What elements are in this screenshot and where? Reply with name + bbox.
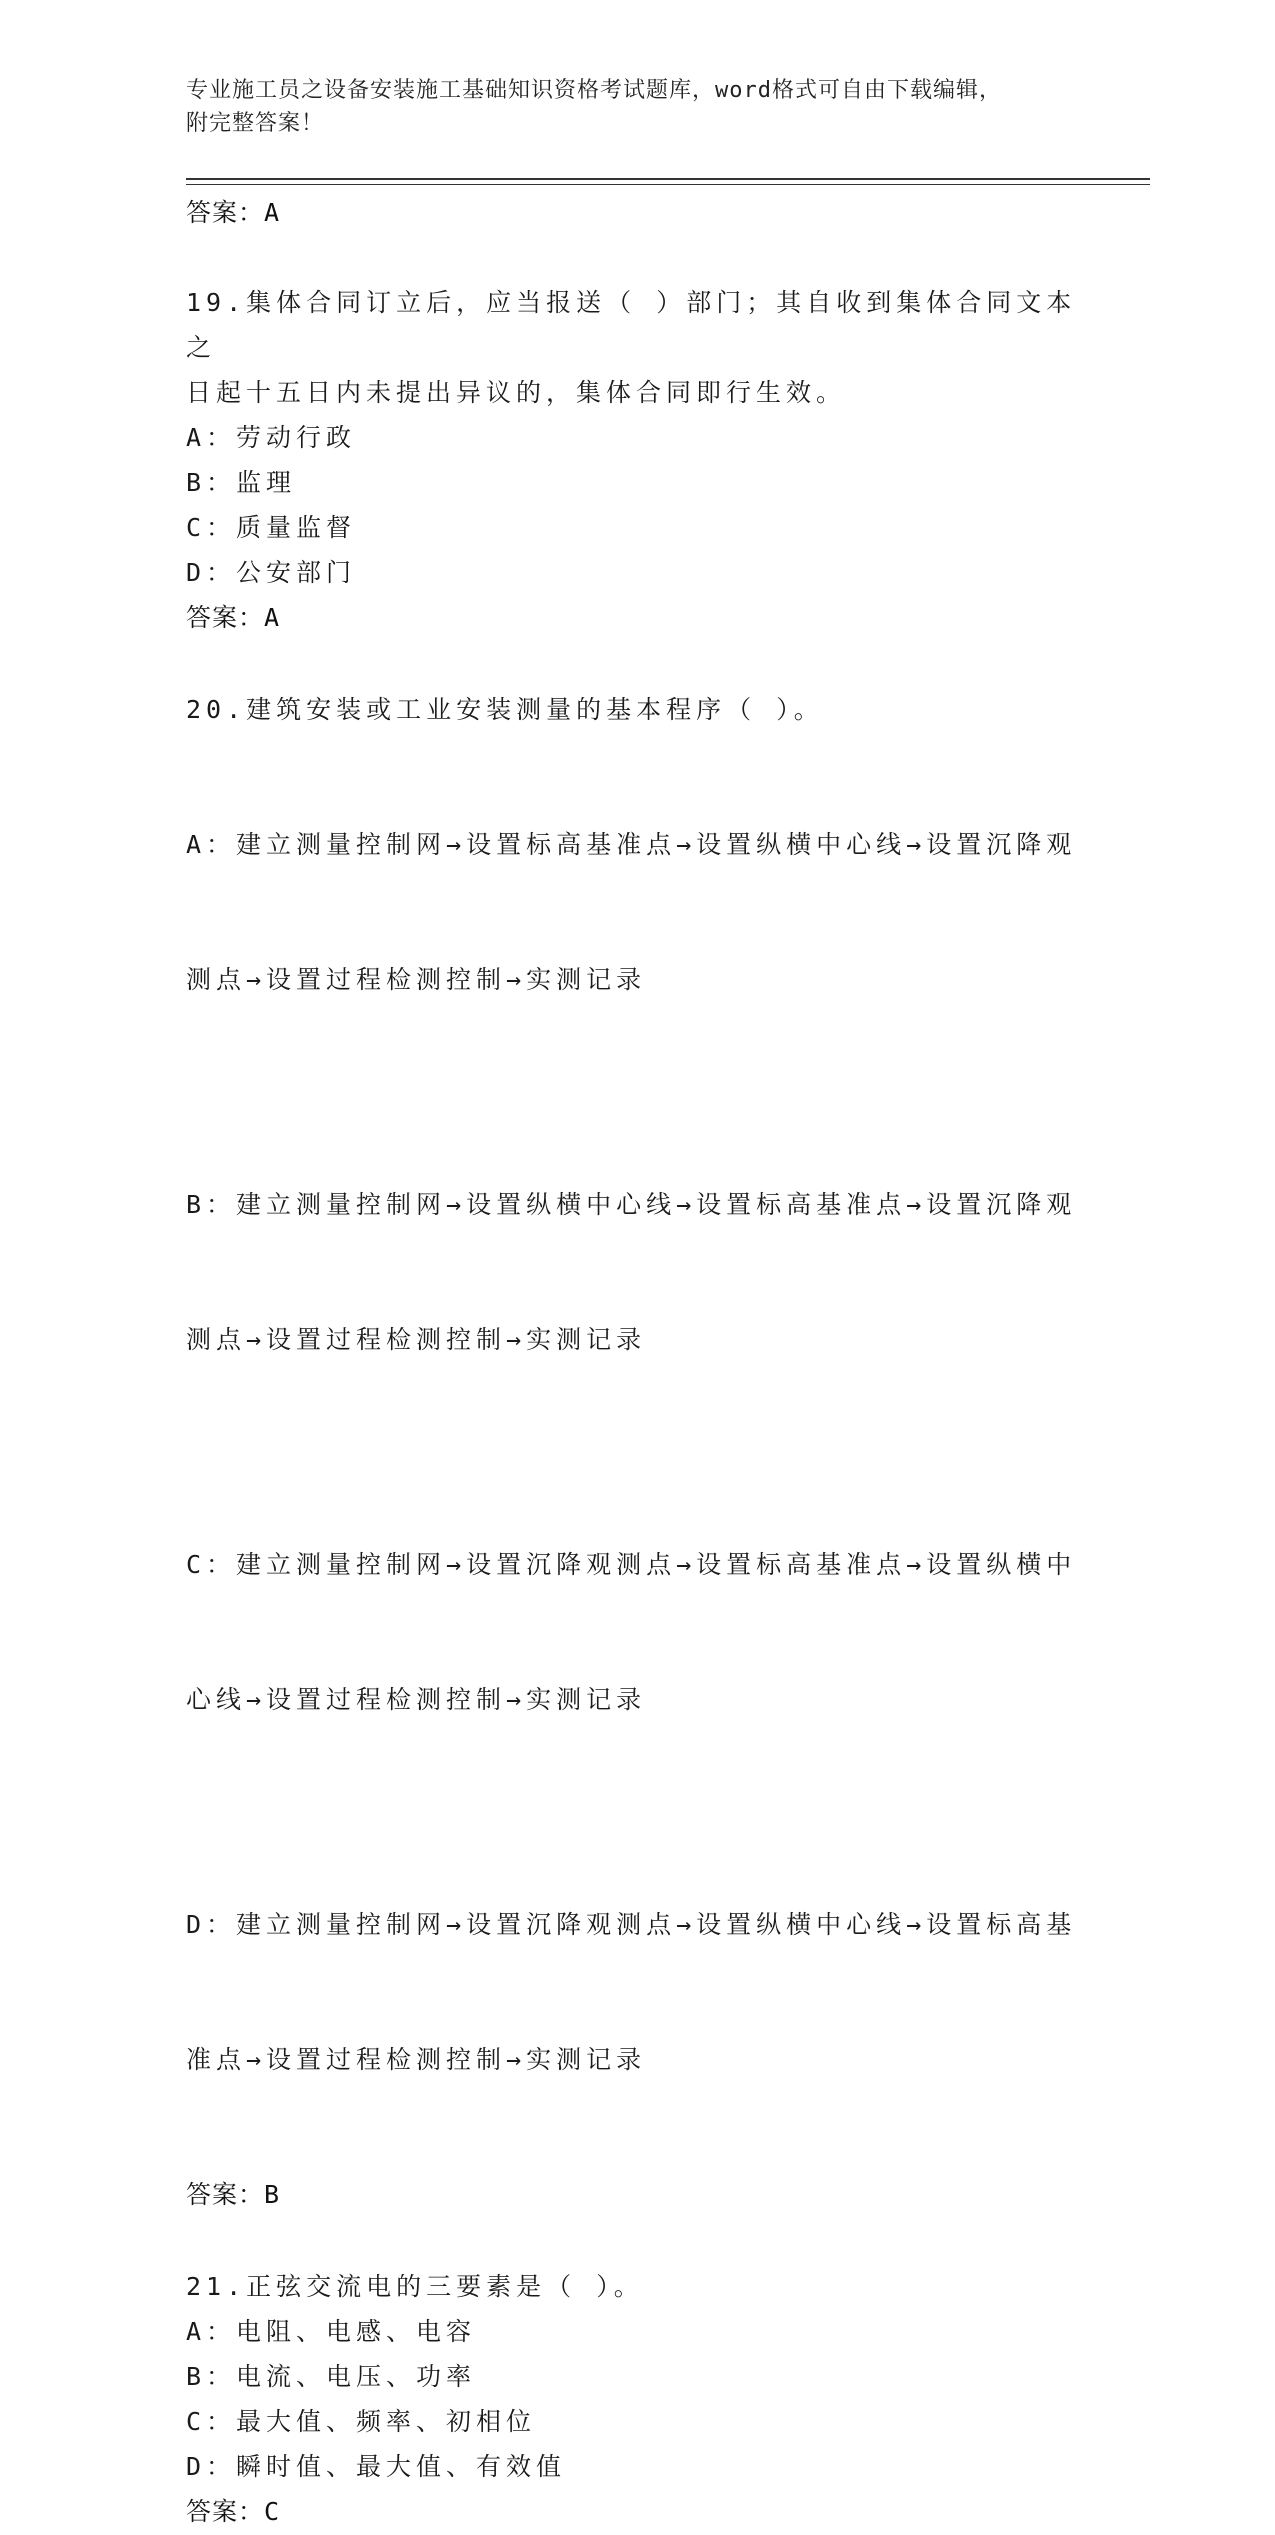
option-text: D：公安部门 xyxy=(186,558,357,587)
document-header xyxy=(186,74,1086,140)
option-b xyxy=(186,2354,1086,2399)
answer: 答案：A xyxy=(186,603,281,632)
option-b xyxy=(186,460,1086,505)
option-c xyxy=(186,505,1086,550)
header-title-line-2: 附完整答案！ xyxy=(186,111,325,136)
option-text-line: 测点→设置过程检测控制→实测记录 xyxy=(186,965,647,994)
option-b xyxy=(186,1092,1086,1452)
option-text: A：电阻、电感、电容 xyxy=(186,2317,477,2346)
header-divider xyxy=(186,178,1150,185)
option-c xyxy=(186,2399,1086,2444)
option-text-line: A：建立测量控制网→设置标高基准点→设置纵横中心线→设置沉降观 xyxy=(186,830,1077,859)
question-21 xyxy=(186,2264,1086,2535)
option-text-line: B：建立测量控制网→设置纵横中心线→设置标高基准点→设置沉降观 xyxy=(186,1190,1077,1219)
question-list xyxy=(186,190,1086,2535)
option-text: C：质量监督 xyxy=(186,513,357,542)
question-stem-line: 19.集体合同订立后，应当报送（ ）部门；其自收到集体合同文本之 xyxy=(186,288,1077,362)
question-stem-line: 21.正弦交流电的三要素是（ ）。 xyxy=(186,2272,644,2301)
option-text-line: 心线→设置过程检测控制→实测记录 xyxy=(186,1685,647,1714)
header-title-line-1: 专业施工员之设备安装施工基础知识资格考试题库，word格式可自由下载编辑， xyxy=(186,78,1002,103)
option-d xyxy=(186,550,1086,595)
option-d xyxy=(186,1812,1086,2172)
option-d xyxy=(186,2444,1086,2489)
option-text: B：监理 xyxy=(186,468,297,497)
option-text: C：最大值、频率、初相位 xyxy=(186,2407,537,2436)
option-text-line: C：建立测量控制网→设置沉降观测点→设置标高基准点→设置纵横中 xyxy=(186,1550,1077,1579)
previous-answer: 答案：A xyxy=(186,198,281,227)
question-stem-line: 20.建筑安装或工业安装测量的基本程序（ ）。 xyxy=(186,695,824,724)
option-a xyxy=(186,415,1086,460)
question-stem-line: 日起十五日内未提出异议的，集体合同即行生效。 xyxy=(186,378,847,407)
option-a xyxy=(186,2309,1086,2354)
option-text: D：瞬时值、最大值、有效值 xyxy=(186,2452,567,2481)
answer: 答案：C xyxy=(186,2497,281,2526)
option-a xyxy=(186,732,1086,1092)
question-19 xyxy=(186,280,1086,641)
option-text-line: 测点→设置过程检测控制→实测记录 xyxy=(186,1325,647,1354)
question-20 xyxy=(186,687,1086,2218)
option-text-line: 准点→设置过程检测控制→实测记录 xyxy=(186,2045,647,2074)
option-text: B：电流、电压、功率 xyxy=(186,2362,477,2391)
option-text: A：劳动行政 xyxy=(186,423,357,452)
option-c xyxy=(186,1452,1086,1812)
option-text-line: D：建立测量控制网→设置沉降观测点→设置纵横中心线→设置标高基 xyxy=(186,1910,1077,1939)
answer: 答案：B xyxy=(186,2180,281,2209)
